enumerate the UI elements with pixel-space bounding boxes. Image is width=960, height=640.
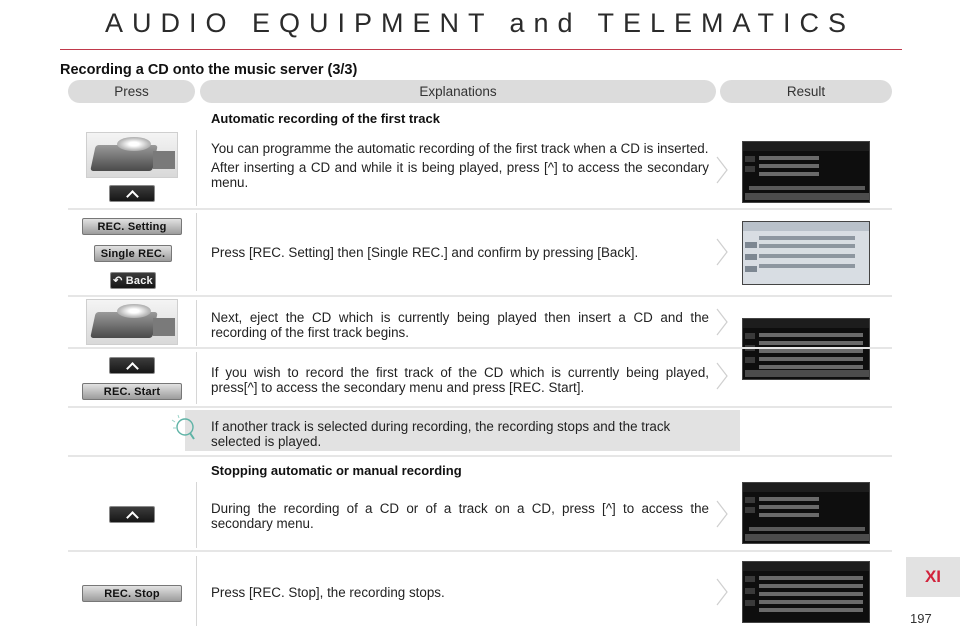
- row-1-explanation: [211, 141, 709, 190]
- column-divider: [196, 213, 197, 291]
- row-separator: [68, 208, 892, 210]
- cd-player-unit-image: [86, 299, 178, 345]
- column-header-press: Press: [68, 80, 195, 103]
- section-heading: Recording a CD onto the music server (3/3): [60, 62, 358, 78]
- chapter-tab: [906, 557, 960, 597]
- column-divider: [196, 300, 197, 346]
- result-screen-rec-stop-menu: [742, 482, 870, 544]
- row-separator: [68, 455, 892, 457]
- caret-up-icon: [126, 511, 139, 524]
- row-2-explanation: Press [REC. Setting] then [Single REC.] and confirm by pressing [Back].: [211, 245, 639, 260]
- chevron-right-icon: [716, 308, 728, 336]
- lightbulb-icon: [168, 412, 200, 444]
- caret-up-icon: [126, 190, 139, 203]
- row-6-explanation: Press [REC. Stop], the recording stops.: [211, 585, 445, 600]
- rec-start-button[interactable]: REC. Start: [82, 383, 182, 400]
- up-arrow-key[interactable]: [109, 506, 155, 523]
- back-arrow-icon: ↶: [113, 275, 126, 287]
- back-button-label: Back: [125, 274, 153, 287]
- cd-player-unit-image: [86, 132, 178, 178]
- result-screen-track-list: [742, 318, 870, 380]
- row-separator: [68, 347, 892, 349]
- column-header-result: Result: [720, 80, 892, 103]
- caret-up-icon: [126, 362, 139, 375]
- column-header-explanations: Explanations: [200, 80, 716, 103]
- chevron-right-icon: [716, 362, 728, 390]
- back-button[interactable]: [110, 272, 156, 289]
- chevron-right-icon: [716, 238, 728, 266]
- row-separator: [68, 295, 892, 297]
- chevron-right-icon: [716, 578, 728, 606]
- title-divider: [60, 49, 902, 50]
- result-screen-secondary-menu: [742, 141, 870, 203]
- rec-setting-button[interactable]: REC. Setting: [82, 218, 182, 235]
- row-4-explanation: If you wish to record the first track of the CD which is currently being played, press[^] to access the secondary menu and press [REC. Start].: [211, 365, 709, 395]
- row-1-text-2: After inserting a CD and while it is being played, press [^] to access the secondary menu.: [211, 160, 709, 190]
- info-note-text: If another track is selected during recording, the recording stops and the track selected is played.: [211, 419, 671, 449]
- page-number: 197: [910, 611, 932, 626]
- up-arrow-key[interactable]: [109, 357, 155, 374]
- column-divider: [196, 482, 197, 548]
- subheading-automatic-recording: Automatic recording of the first track: [211, 111, 440, 126]
- row-separator: [68, 406, 892, 408]
- page-title: AUDIO EQUIPMENT and TELEMATICS: [104, 8, 856, 38]
- chapter-label: XI: [924, 567, 942, 586]
- up-arrow-key[interactable]: [109, 185, 155, 202]
- column-divider: [196, 352, 197, 404]
- row-5-explanation: During the recording of a CD or of a track on a CD, press [^] to access the secondary menu.: [211, 501, 709, 531]
- subheading-stopping-recording: Stopping automatic or manual recording: [211, 463, 462, 478]
- rec-stop-button[interactable]: REC. Stop: [82, 585, 182, 602]
- result-screen-rec-setting: [742, 221, 870, 285]
- column-divider: [196, 130, 197, 206]
- single-rec-button[interactable]: Single REC.: [94, 245, 172, 262]
- row-separator: [68, 550, 892, 552]
- column-divider: [196, 556, 197, 626]
- chevron-right-icon: [716, 156, 728, 184]
- chevron-right-icon: [716, 500, 728, 528]
- result-screen-stopped-track-list: [742, 561, 870, 623]
- row-3-explanation: Next, eject the CD which is currently being played then insert a CD and the recording of the first track begins.: [211, 310, 709, 340]
- row-1-text-1: You can programme the automatic recording of the first track when a CD is inserted.: [211, 141, 709, 156]
